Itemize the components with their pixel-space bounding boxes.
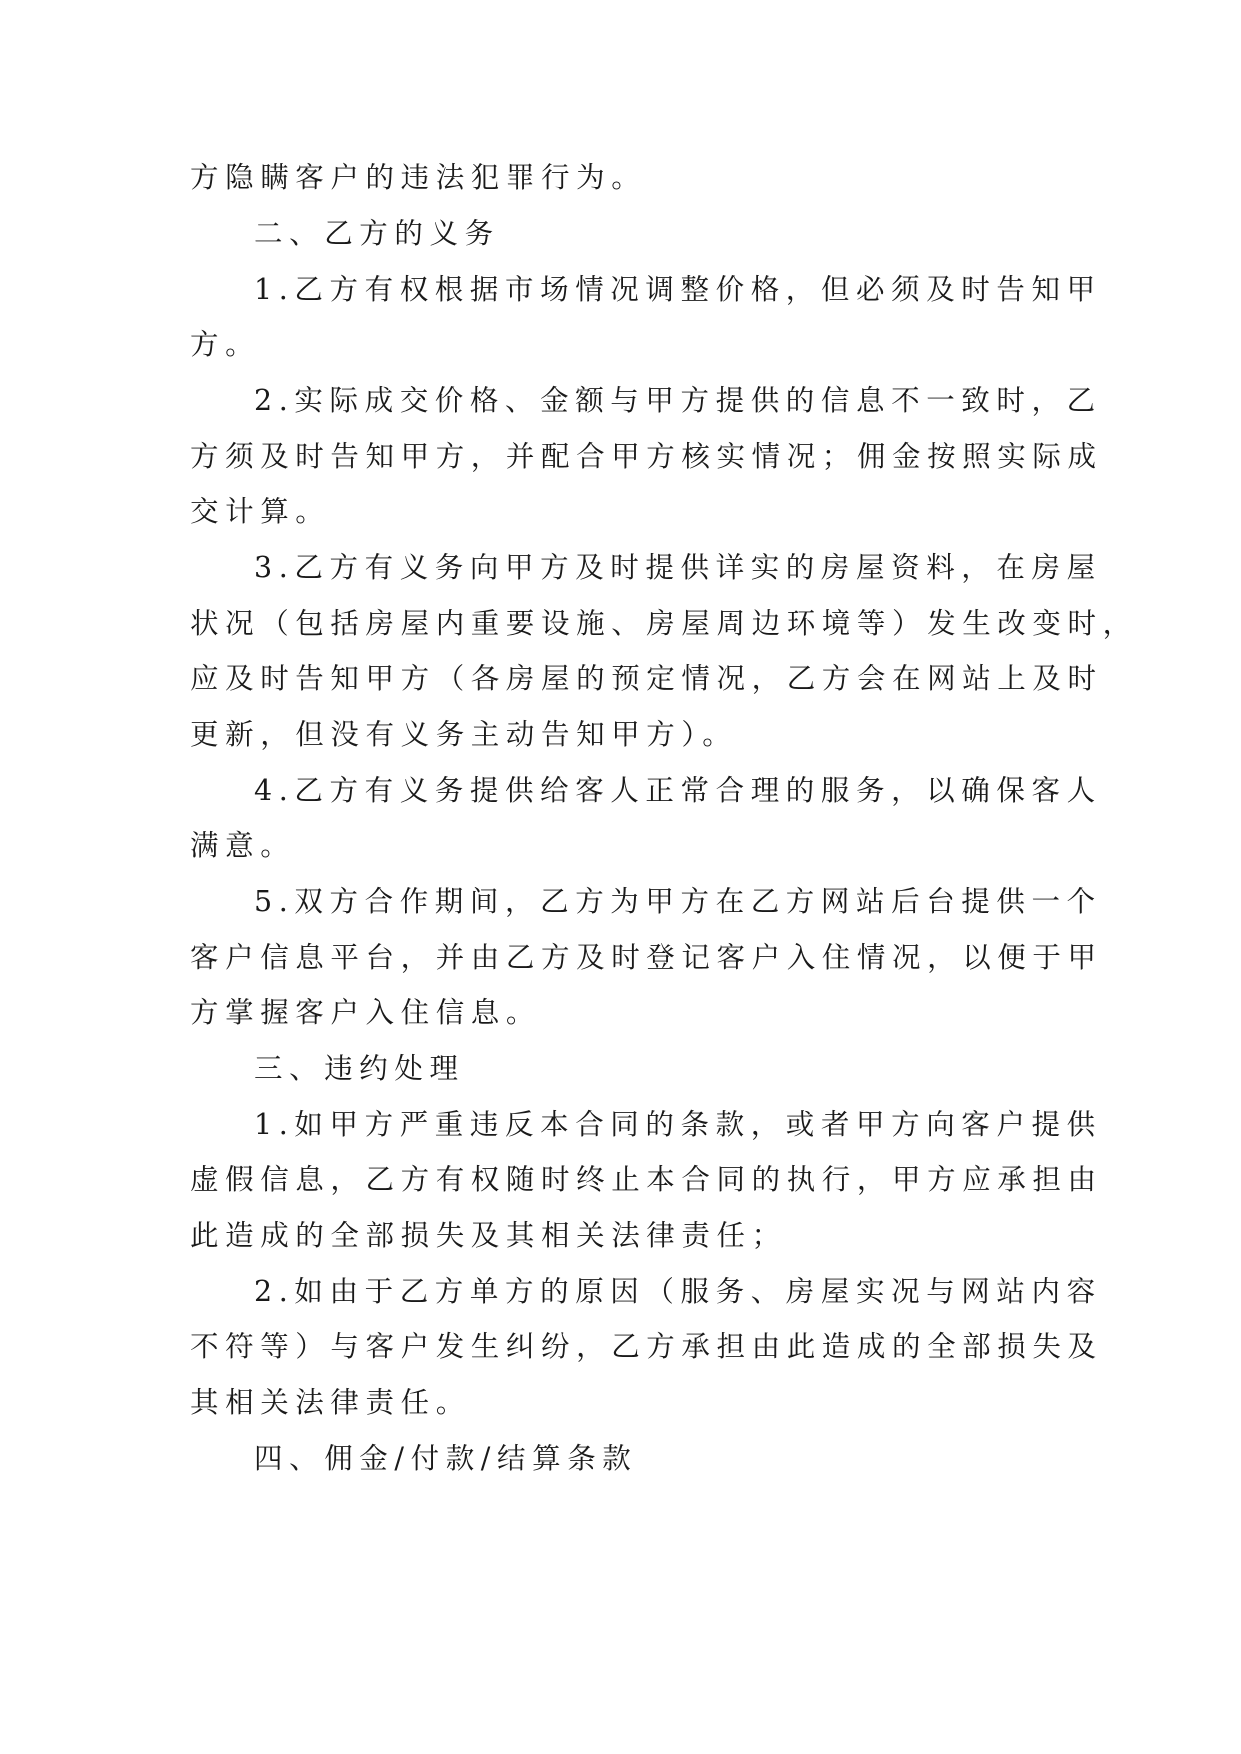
section-heading: 四、佣金/付款/结算条款 [254,1442,638,1475]
text-line: 其相关法律责任。 [190,1386,471,1419]
text-line: 此造成的全部损失及其相关法律责任； [190,1219,787,1252]
text-line: 方隐瞒客户的违法犯罪行为。 [190,161,647,194]
text-line: 方。 [190,328,261,361]
section-heading: 三、违约处理 [254,1052,465,1085]
clause-line: 5.双方合作期间，乙方为甲方在乙方网站后台提供一个 [254,885,1102,918]
text-line: 虚假信息，乙方有权随时终止本合同的执行，甲方应承担由 [190,1163,1103,1196]
text-line: 交计算。 [190,495,331,528]
clause-line: 1.如甲方严重违反本合同的条款，或者甲方向客户提供 [254,1108,1102,1141]
clause-line: 3.乙方有义务向甲方及时提供详实的房屋资料，在房屋 [254,551,1102,584]
clause-line: 2.实际成交价格、金额与甲方提供的信息不一致时，乙 [254,384,1102,417]
text-line: 满意。 [190,829,296,862]
text-line: 客户信息平台，并由乙方及时登记客户入住情况，以便于甲 [190,941,1103,974]
section-heading: 二、乙方的义务 [254,217,500,250]
text-line: 更新，但没有义务主动告知甲方）。 [190,718,738,751]
text-line: 不符等）与客户发生纠纷，乙方承担由此造成的全部损失及 [190,1330,1103,1363]
text-line: 方须及时告知甲方，并配合甲方核实情况；佣金按照实际成 [190,440,1103,473]
text-line: 方掌握客户入住信息。 [190,996,542,1029]
clause-line: 4.乙方有义务提供给客人正常合理的服务，以确保客人 [254,774,1102,807]
clause-line: 2.如由于乙方单方的原因（服务、房屋实况与网站内容 [254,1275,1102,1308]
text-line: 应及时告知甲方（各房屋的预定情况，乙方会在网站上及时 [190,662,1103,695]
text-line: 状况（包括房屋内重要设施、房屋周边环境等）发生改变时， [190,607,1138,640]
clause-line: 1.乙方有权根据市场情况调整价格，但必须及时告知甲 [254,273,1102,306]
